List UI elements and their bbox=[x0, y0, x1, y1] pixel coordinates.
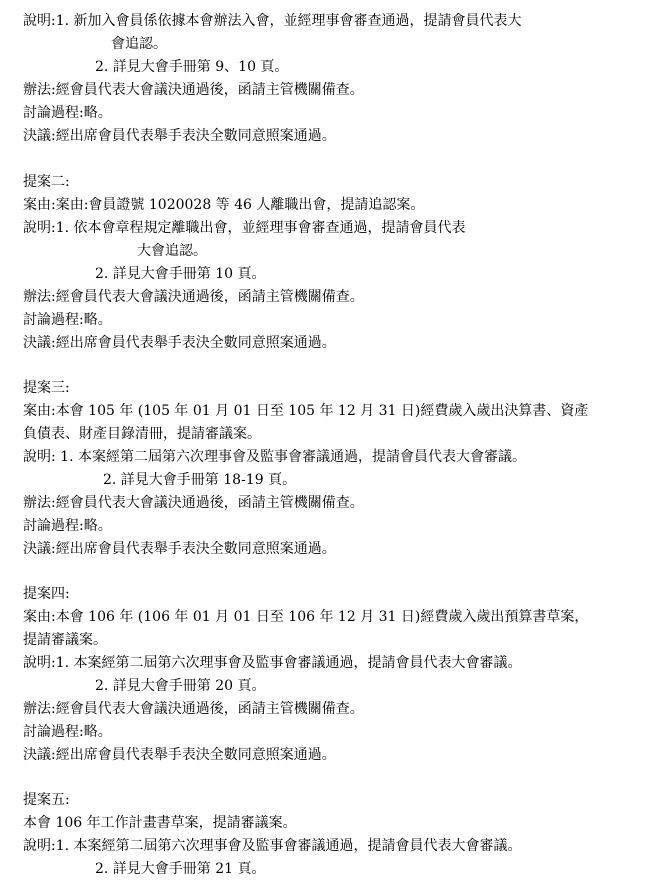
text-line: 討論過程:略。 bbox=[23, 518, 112, 534]
text-line: 2. 詳見大會手冊第 9、10 頁。 bbox=[95, 59, 289, 75]
text-line: 提請審議案。 bbox=[23, 632, 107, 648]
text-line: 決議:經出席會員代表舉手表決全數同意照案通過。 bbox=[23, 335, 336, 351]
text-line: 本會 106 年工作計畫書草案，提請審議案。 bbox=[23, 815, 297, 831]
text-line: 討論過程:略。 bbox=[23, 312, 112, 328]
text-line: 案由:案由:會員證號 1020028 等 46 人離職出會，提請追認案。 bbox=[23, 197, 425, 213]
text-line: 決議:經出席會員代表舉手表決全數同意照案通過。 bbox=[23, 541, 336, 557]
text-line: 辦法:經會員代表大會議決通過後，函請主管機關備查。 bbox=[23, 701, 364, 717]
section-heading: 提案五: bbox=[23, 792, 70, 808]
text-line: 說明: 1. 本案經第二屆第六次理事會及監事會審議通過，提請會員代表大會審議。 bbox=[23, 449, 526, 465]
text-line: 討論過程:略。 bbox=[23, 105, 112, 121]
text-line: 說明:1. 本案經第二屆第六次理事會及監事會審議通過，提請會員代表大會審議。 bbox=[23, 838, 522, 854]
section-heading: 提案四: bbox=[23, 586, 70, 602]
text-line: 案由:本會 105 年 (105 年 01 月 01 日至 105 年 12 月 31 日)經費歲入歲出決算書、資產 bbox=[23, 403, 589, 419]
text-line: 2. 詳見大會手冊第 20 頁。 bbox=[95, 678, 266, 694]
text-line: 2. 詳見大會手冊第 18-19 頁。 bbox=[103, 472, 297, 488]
text-line: 說明:1. 依本會章程規定離職出會，並經理事會審查通過，提請會員代表 bbox=[23, 220, 466, 236]
text-line: 辦法:經會員代表大會議決通過後，函請主管機關備查。 bbox=[23, 289, 364, 305]
section-heading: 提案二: bbox=[23, 174, 70, 190]
text-line: 說明:1. 本案經第二屆第六次理事會及監事會審議通過，提請會員代表大會審議。 bbox=[23, 655, 522, 671]
text-line: 案由:本會 106 年 (106 年 01 月 01 日至 106 年 12 月 31 日)經費歲入歲出預算書草案， bbox=[23, 609, 589, 625]
text-line: 討論過程:略。 bbox=[23, 724, 112, 740]
text-line: 2. 詳見大會手冊第 10 頁。 bbox=[95, 266, 266, 282]
text-line: 決議:經出席會員代表舉手表決全數同意照案通過。 bbox=[23, 128, 336, 144]
section-heading: 提案三: bbox=[23, 380, 70, 396]
text-line: 決議:經出席會員代表舉手表決全數同意照案通過。 bbox=[23, 747, 336, 763]
text-line: 辦法:經會員代表大會議決通過後，函請主管機關備查。 bbox=[23, 82, 364, 98]
text-line: 會追認。 bbox=[111, 36, 167, 52]
text-line: 負債表、財產目錄清冊，提請審議案。 bbox=[23, 426, 261, 442]
text-line: 辦法:經會員代表大會議決通過後，函請主管機關備查。 bbox=[23, 495, 364, 511]
text-line: 2. 詳見大會手冊第 21 頁。 bbox=[95, 861, 266, 877]
text-line: 說明:1. 新加入會員係依據本會辦法入會，並經理事會審查通過，提請會員代表大 bbox=[23, 13, 522, 29]
text-line: 大會追認。 bbox=[137, 243, 207, 259]
